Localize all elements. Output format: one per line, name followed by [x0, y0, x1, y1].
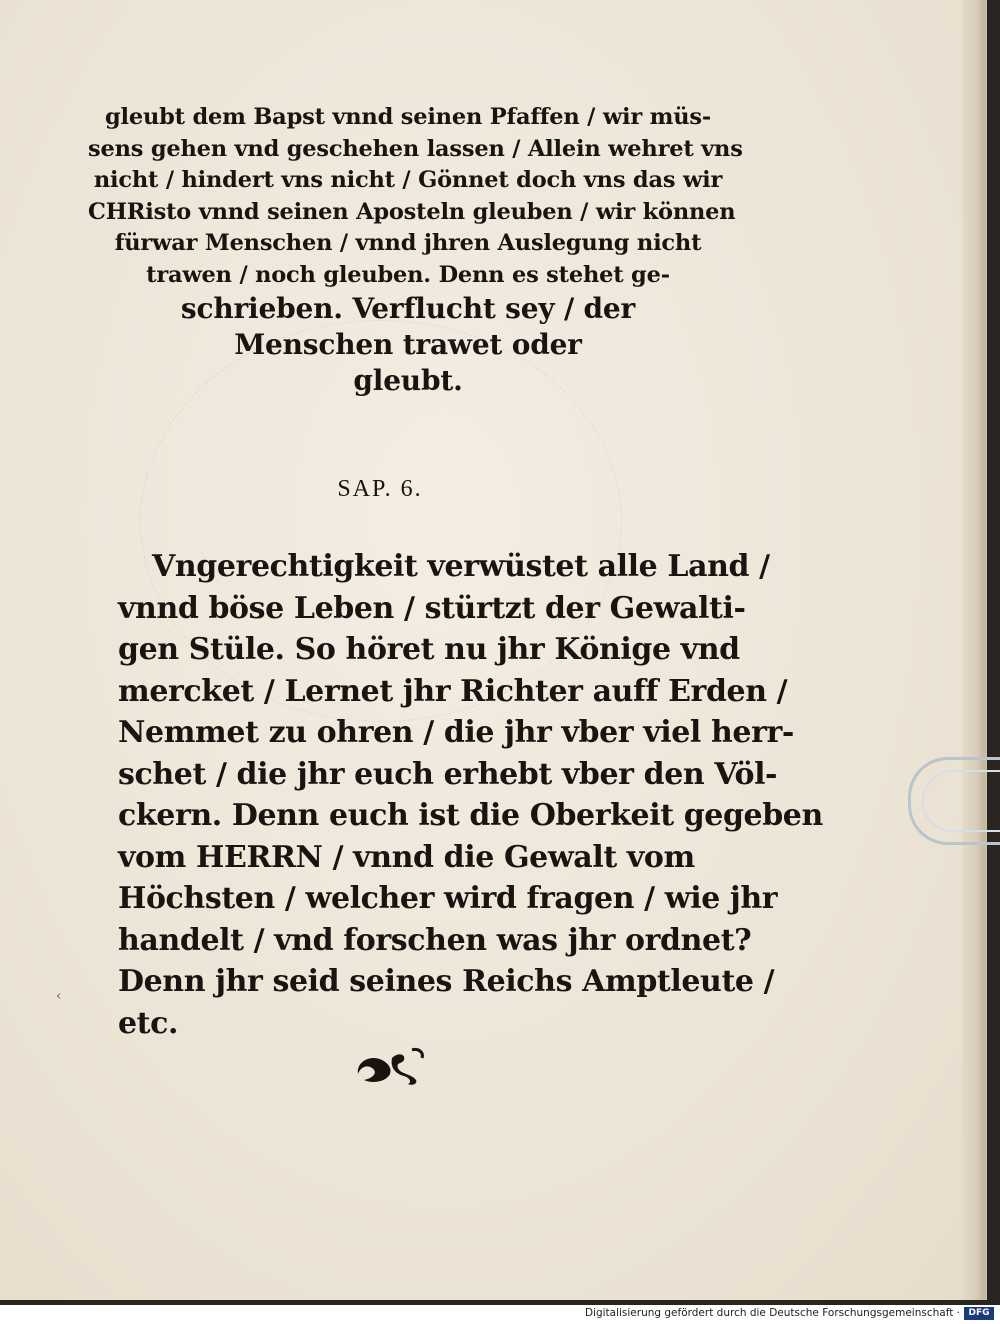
- text-line: Vngerechtigkeit verwüstet alle Land /: [152, 549, 770, 584]
- text-line: mercket / Lernet jhr Richter auff Erden /: [118, 673, 788, 709]
- funding-notice: Digitalisierung gefördert durch die Deutsche Forschungsgemeinschaft ·: [584, 1307, 960, 1319]
- text-line: Denn jhr seid seines Reichs Amptleute /: [118, 964, 775, 999]
- text-line: sens gehen vnd geschehen lassen / Allein wehret vns: [88, 135, 743, 162]
- chapter-heading: SAP. 6.: [337, 476, 423, 502]
- text-line: trawen / noch gleuben. Denn es stehet ge-: [146, 261, 670, 288]
- paragraph-main: [118, 546, 823, 1044]
- text-line: gleubt.: [353, 364, 463, 397]
- paragraph-top: [88, 102, 743, 399]
- text-line: nicht / hindert vns nicht / Gönnet doch vns das wir: [93, 167, 723, 193]
- text-line: schrieben. Verflucht sey / der: [180, 292, 636, 325]
- text-line: handelt / vnd forschen was jhr ordnet?: [118, 922, 752, 958]
- text-line: fürwar Menschen / vnnd jhren Auslegung nicht: [114, 230, 702, 256]
- page-edge: [962, 0, 986, 1300]
- text-line: vnnd böse Leben / stürtzt der Gewalti-: [118, 590, 746, 626]
- paper-clip-inner: [922, 770, 1000, 832]
- text-line: Menschen trawet oder: [234, 328, 582, 361]
- text-line: CHRisto vnnd seinen Aposteln gleuben / wir können: [88, 198, 736, 225]
- fleuron-ornament-icon: [352, 1044, 436, 1088]
- text-line: etc.: [118, 1005, 179, 1041]
- text-line: gleubt dem Bapst vnnd seinen Pfaffen / wir müs-: [104, 104, 712, 130]
- dfg-logo: DFG: [964, 1307, 994, 1320]
- text-line: gen Stüle. So höret nu jhr Könige vnd: [118, 632, 740, 667]
- text-line: vom HERRN / vnnd die Gewalt vom: [118, 839, 695, 875]
- text-line: ckern. Denn euch ist die Oberkeit gegeben: [118, 798, 823, 833]
- text-line: Höchsten / welcher wird fragen / wie jhr: [118, 881, 778, 916]
- text-line: schet / die jhr euch erhebt vber den Völ-: [118, 756, 778, 792]
- footer-bar: [0, 1305, 1000, 1324]
- text-line: Nemmet zu ohren / die jhr vber viel herr-: [118, 715, 794, 750]
- margin-mark: ‹: [56, 988, 62, 1004]
